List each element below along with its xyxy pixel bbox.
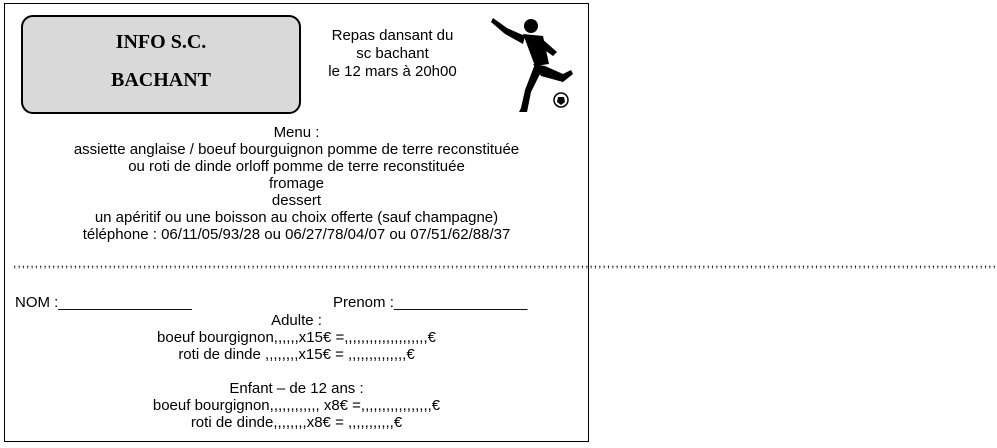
club-title-box [21, 15, 301, 114]
flyer-page [4, 3, 997, 442]
menu-heading: Menu : [273, 124, 320, 141]
event-line: le 12 mars à 20h00 [328, 63, 457, 80]
menu-section [5, 124, 588, 243]
event-line: sc bachant [356, 45, 429, 62]
menu-line: fromage [268, 175, 325, 192]
club-title-line2: BACHANT [110, 69, 211, 91]
nom-field: NOM :________________ [15, 294, 192, 311]
menu-line: un apéritif ou une boisson au choix offerte (sauf champagne) [94, 209, 499, 226]
event-info [305, 27, 480, 81]
child-heading: Enfant – de 12 ans : [229, 380, 364, 397]
menu-line: dessert [271, 192, 322, 209]
event-line: Repas dansant du [331, 27, 454, 44]
club-title-line1: INFO S.C. [115, 31, 207, 53]
order-line: roti de dinde,,,,,,,,x8€ = ,,,,,,,,,,,€ [190, 414, 403, 431]
order-line: boeuf bourgignon,,,,,,x15€ =,,,,,,,,,,,,,,,,,,,,€ [157, 329, 436, 346]
menu-line: assiette anglaise / boeuf bourguignon pomme de terre reconstituée [73, 141, 520, 158]
phone-line: téléphone : 06/11/05/93/28 ou 06/27/78/04/07 ou 07/51/62/88/37 [82, 226, 511, 243]
order-form [5, 312, 588, 431]
cut-separator: ,,,,,,,,,,,,,,,,,,,,,,,,,,,,,,,,,,,,,,,,,,,,,,,,,,,,,,,,,,,,,,,,,,,,,,,,,,,,,,,,,,,,,,,,,,,,,,,,,,,,,,,,,,,,,,,,,,,,,,,,,,,,,,,,,,,,,,,,,,,,,,,,,,,,,,,,,,,,,,,,,,,,,,,,,,,,,,,,,,,,,,,,,,,,,,,,,,,,,,,,,,,,,,,,,,,,,,,,,,,,,,,,,,, [13, 256, 997, 270]
order-line: roti de dinde ,,,,,,,,x15€ = ,,,,,,,,,,,,,,€ [178, 346, 415, 363]
football-player-icon [483, 12, 575, 116]
prenom-field: Prenom :________________ [333, 294, 528, 311]
order-line: boeuf bourgignon,,,,,,,,,,,, x8€ =,,,,,,,,,,,,,,,,,€ [152, 397, 441, 414]
adult-heading: Adulte : [271, 312, 322, 329]
menu-line: ou roti de dinde orloff pomme de terre reconstituée [128, 158, 465, 175]
